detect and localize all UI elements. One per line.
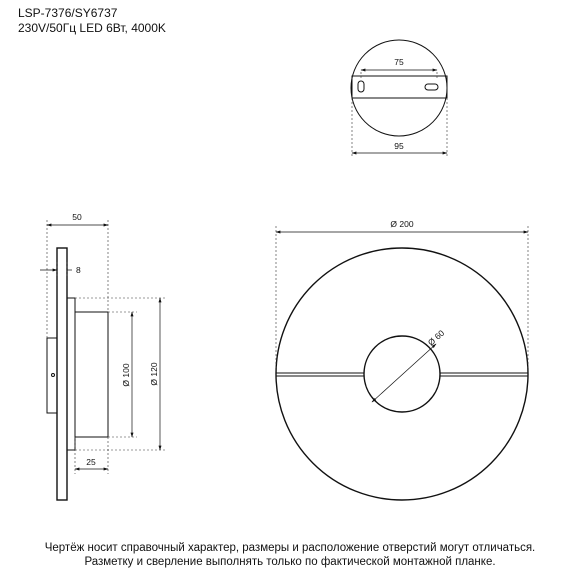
outer-diameter-label: Ø 200 (390, 219, 414, 229)
body-depth-label: 25 (86, 457, 96, 467)
mount-diameter-label: 95 (394, 141, 404, 151)
side-view (40, 212, 165, 500)
plate-diameter-label: Ø 120 (149, 362, 159, 386)
mount-plate-circle (351, 40, 447, 136)
mounting-bracket (352, 76, 447, 98)
outer-ring (276, 248, 528, 500)
mount-plate-view (351, 40, 447, 158)
disclaimer-line-2: Разметку и сверление выполнять только по фактической монтажной планке. (84, 556, 496, 568)
bracket-width-label: 75 (394, 57, 404, 67)
rear-plate-profile (67, 298, 75, 450)
depth-label: 50 (72, 212, 82, 222)
bracket-slot-right (425, 84, 438, 90)
body-diameter-label: Ø 100 (121, 363, 131, 387)
body-profile (75, 312, 108, 437)
disclaimer-line-1: Чертёж носит справочный характер, размеры и расположение отверстий могут отличаться. (44, 542, 536, 554)
bracket-slot-left (358, 81, 364, 92)
model-number: LSP-7376/SY6737 (18, 6, 118, 20)
front-view (276, 219, 528, 500)
thickness-label: 8 (76, 265, 81, 275)
electrical-spec: 230V/50Гц LED 6Вт, 4000K (18, 21, 166, 35)
center-hole (364, 336, 440, 412)
inner-diameter-dim-line (372, 344, 436, 402)
inner-diameter-label: Ø 60 (425, 327, 447, 348)
bracket-screw (52, 374, 55, 377)
front-disc-profile (57, 248, 67, 500)
